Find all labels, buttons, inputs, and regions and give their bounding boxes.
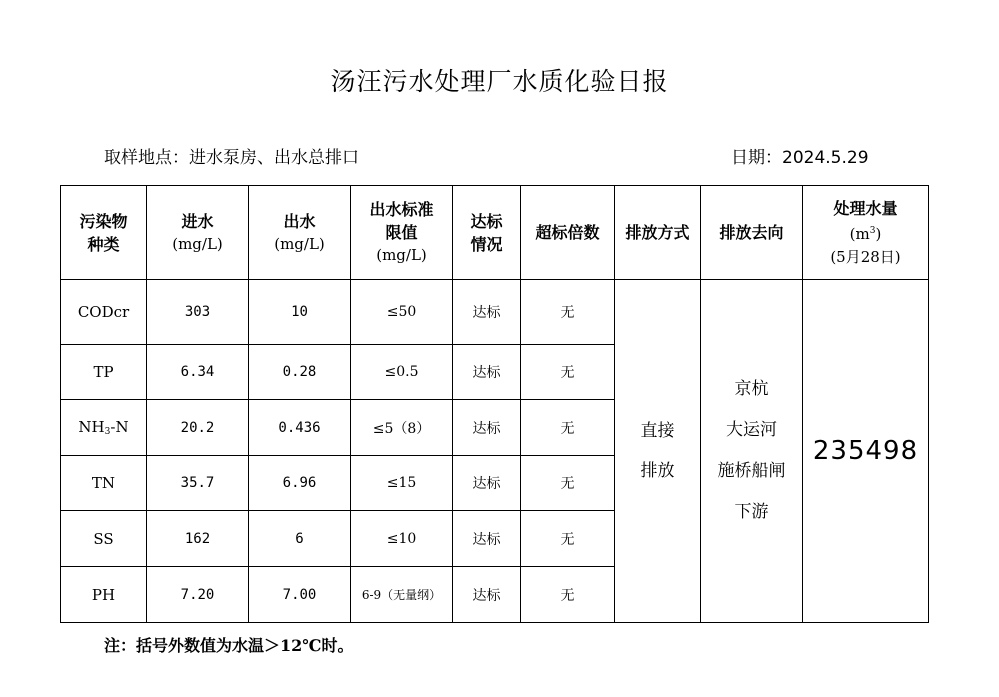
header-volume-unit-close: ) <box>875 224 882 243</box>
header-compliance-line1: 达标 <box>470 211 503 231</box>
treated-volume: 235498 <box>803 280 929 623</box>
pollutant-name: CODcr <box>61 280 147 345</box>
header-method: 排放方式 <box>615 186 701 280</box>
header-destination: 排放去向 <box>701 186 803 280</box>
compliance-status: 达标 <box>453 511 521 567</box>
destination-line3: 施桥船闸 <box>717 461 786 481</box>
discharge-method <box>615 280 701 623</box>
discharge-destination <box>701 280 803 623</box>
outflow-value: 6 <box>249 511 351 567</box>
header-volume-line1: 处理水量 <box>833 198 898 218</box>
pollutant-name-main: NH <box>78 418 105 436</box>
header-inflow <box>147 186 249 280</box>
exceed-multiple: 无 <box>521 511 615 567</box>
header-volume-date: (5月28日) <box>830 247 901 266</box>
header-pollutant-line2: 种类 <box>87 234 120 254</box>
compliance-status: 达标 <box>453 567 521 623</box>
compliance-status: 达标 <box>453 400 521 456</box>
inflow-value: 6.34 <box>147 345 249 400</box>
pollutant-name <box>61 400 147 456</box>
inflow-value: 20.2 <box>147 400 249 456</box>
header-limit-unit: (mg/L) <box>376 246 427 264</box>
destination-line2: 大运河 <box>726 420 777 440</box>
outflow-value: 7.00 <box>249 567 351 623</box>
pollutant-name: SS <box>61 511 147 567</box>
discharge-method-line2: 排放 <box>640 461 675 481</box>
discharge-method-line1: 直接 <box>640 421 675 441</box>
limit-value: ≤5（8） <box>351 400 453 456</box>
pollutant-name: TP <box>61 345 147 400</box>
header-limit-line2: 限值 <box>385 223 418 242</box>
compliance-status: 达标 <box>453 456 521 511</box>
compliance-status: 达标 <box>453 280 521 345</box>
table-row <box>61 280 929 345</box>
outflow-value: 0.28 <box>249 345 351 400</box>
header-volume-unit-open: (m <box>849 224 870 243</box>
limit-value: ≤0.5 <box>351 345 453 400</box>
exceed-multiple: 无 <box>521 345 615 400</box>
header-inflow-line1: 进水 <box>181 211 214 231</box>
pollutant-name: PH <box>61 567 147 623</box>
sampling-location: 取样地点：进水泵房、出水总排口 <box>104 148 359 168</box>
header-outflow <box>249 186 351 280</box>
inflow-value: 162 <box>147 511 249 567</box>
limit-value: ≤50 <box>351 280 453 345</box>
water-quality-table <box>60 185 929 623</box>
header-compliance-line2: 情况 <box>470 234 503 254</box>
header-pollutant-line1: 污染物 <box>79 211 128 231</box>
exceed-multiple: 无 <box>521 280 615 345</box>
report-title: 汤汪污水处理厂水质化验日报 <box>330 67 669 96</box>
exceed-multiple: 无 <box>521 400 615 456</box>
pollutant-name: TN <box>61 456 147 511</box>
header-limit-line1: 出水标准 <box>369 200 434 219</box>
exceed-multiple: 无 <box>521 456 615 511</box>
pollutant-name-subscript: 3 <box>104 427 111 437</box>
header-inflow-unit: (mg/L) <box>172 234 223 253</box>
header-row <box>61 186 929 280</box>
inflow-value: 35.7 <box>147 456 249 511</box>
exceed-multiple: 无 <box>521 567 615 623</box>
pollutant-name-suffix: -N <box>110 418 129 436</box>
report-date: 日期：2024.5.29 <box>731 148 869 168</box>
inflow-value: 7.20 <box>147 567 249 623</box>
limit-value: ≤15 <box>351 456 453 511</box>
header-outflow-line1: 出水 <box>283 211 316 231</box>
inflow-value: 303 <box>147 280 249 345</box>
header-volume <box>803 186 929 280</box>
footnote: 注：括号外数值为水温＞12℃时。 <box>104 636 354 655</box>
header-volume-unit <box>803 220 928 246</box>
outflow-value: 10 <box>249 280 351 345</box>
header-limit <box>351 186 453 280</box>
compliance-status: 达标 <box>453 345 521 400</box>
header-pollutant <box>61 186 147 280</box>
header-outflow-unit: (mg/L) <box>274 234 325 253</box>
destination-line1: 京杭 <box>734 379 769 399</box>
destination-line4: 下游 <box>734 502 769 522</box>
header-exceed: 超标倍数 <box>521 186 615 280</box>
limit-value: ≤10 <box>351 511 453 567</box>
header-volume-unit-sup: 3 <box>869 225 876 236</box>
limit-value: 6-9（无量纲） <box>351 567 453 623</box>
outflow-value: 0.436 <box>249 400 351 456</box>
outflow-value: 6.96 <box>249 456 351 511</box>
header-compliance <box>453 186 521 280</box>
